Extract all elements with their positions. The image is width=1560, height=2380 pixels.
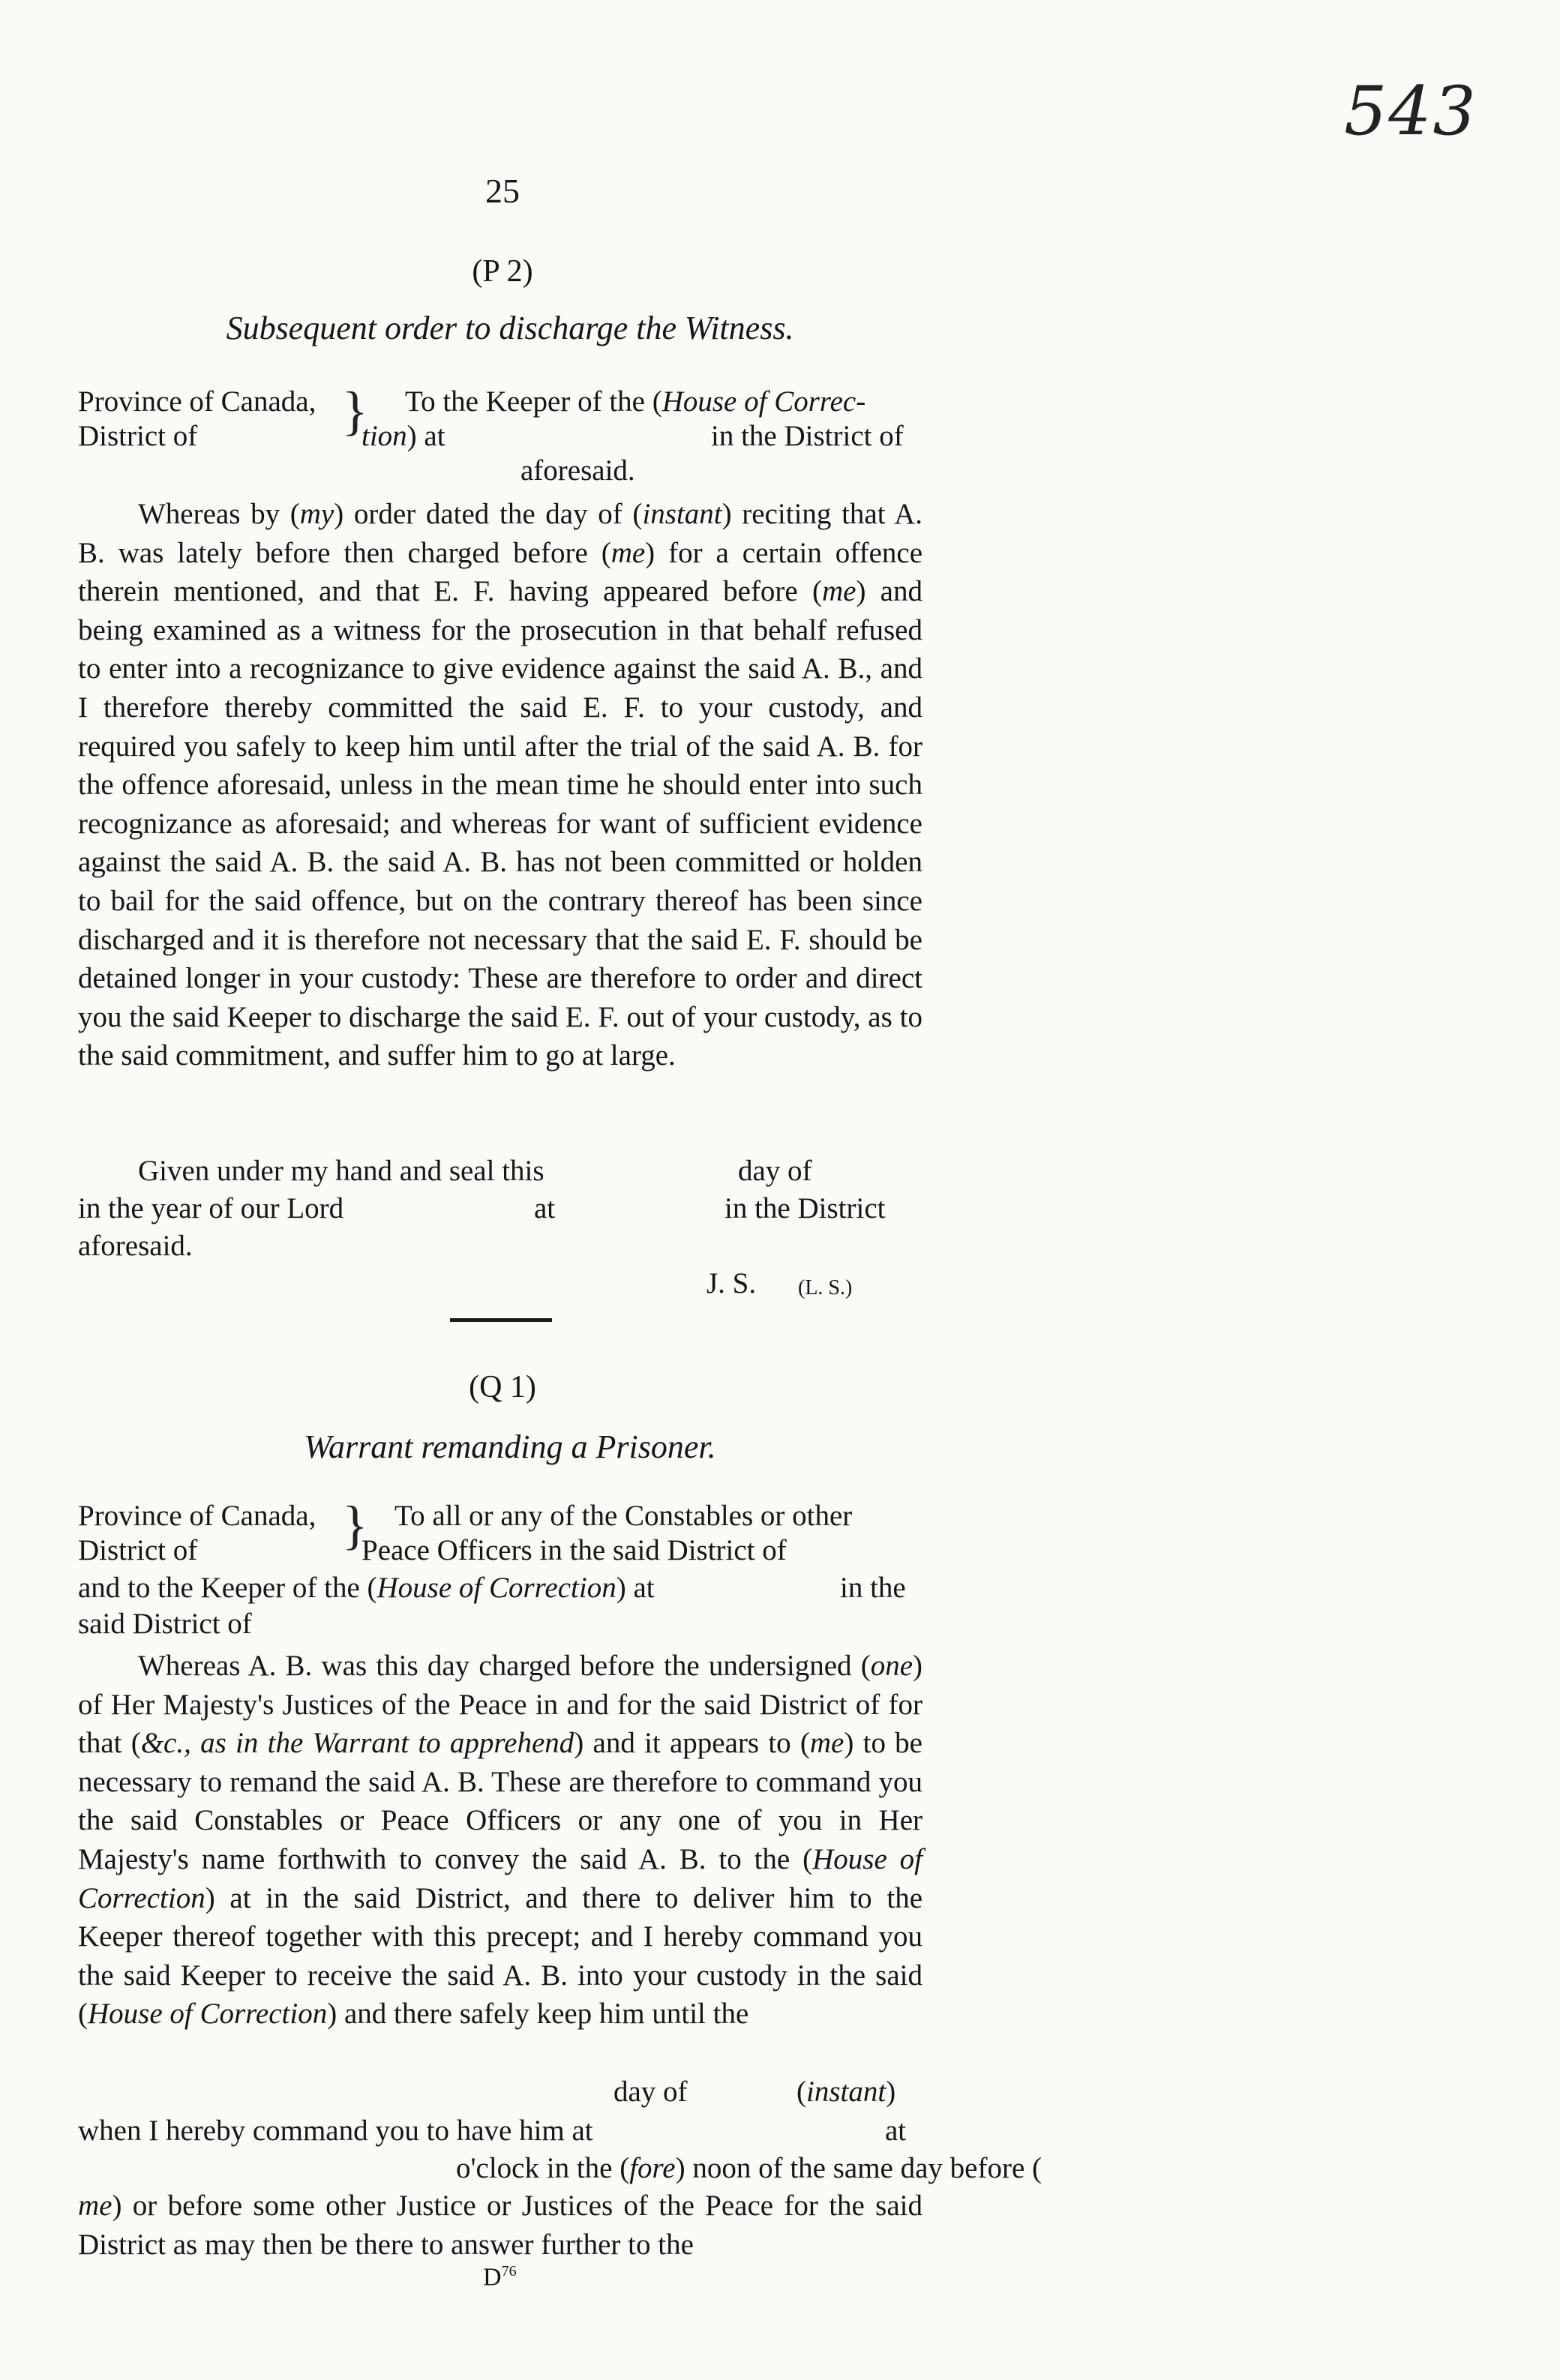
q1-day-of: day of [614,2076,688,2108]
p2-header-to-keeper: To the Keeper of the (House of Correc- [405,385,866,418]
p2-given-year: in the year of our Lord [78,1192,344,1224]
p2-header-tion-at: tion) at [362,420,446,452]
q1-keeper-in-the: in the [840,1572,906,1604]
p2-given-day-of: day of [738,1155,812,1187]
q1-body-paragraph: Whereas A. B. was this day charged before the undersigned (one) of Her Majesty's Justices of the Peace in and for the said District of for that (&c., as in the Warrant to apprehend) and it appears to (me) to be necessary to remand the said A. B. These are therefore to command you the said Constables or Peace Officers or any one of you in Her Majesty's name forthwith to convey the said A. B. to the (House of Correction) at in the said District, and there to deliver him to the Keeper thereof together with this precept; and I hereby command you the said Keeper to receive the said A. B. into your custody in the said (House of Correction) and there safely keep him until the [78,1650,922,2031]
p2-signature-initials: J. S. [706,1267,757,1299]
form-title-q1: Warrant remanding a Prisoner. [304,1428,716,1465]
p2-given-in-district: in the District [724,1192,886,1224]
form-ref-q1: (Q 1) [469,1370,536,1404]
q1-closing-text: me) or before some other Justice or Justices of the Peace for the said District as may then be there to answer further to the [78,2190,922,2261]
q1-instant: (instant) [796,2076,896,2108]
q1-oclock: o'clock in the (fore) noon of the same day before ( [456,2152,1042,2184]
q1-header-constables: To all or any of the Constables or other [394,1500,853,1532]
p2-header-in-district: in the District of [711,420,904,452]
p2-seal: (L. S.) [798,1276,853,1299]
signature-mark: $D^{76}$ [483,2263,517,2292]
p2-body-paragraph: Whereas by (my) order dated the day of (instant) reciting that A. B. was lately before then charged before (me) for a certain offence therein mentioned, and that E. F. having appeared before (me) and being examined as a witness for the prosecution in that behalf refused to enter into a recognizance to give evidence against the said A. B., and I therefore thereby committed the said E. F. to your custody, and required you safely to keep him until after the trial of the said A. B. for the offence aforesaid, unless in the mean time he should enter into such recognizance as aforesaid; and whereas for want of sufficient evidence against the said A. B. the said A. B. has not been committed or holden to bail for the said offence, but on the contrary thereof has been since discharged and it is therefore not necessary that the said E. F. should be detained longer in your custody: These are therefore to order and direct you the said Keeper to discharge the said E. F. out of your custody, as to the said commitment, and suffer him to go at large. [78,498,923,1072]
q1-header-district: District of [78,1534,198,1566]
p2-given-aforesaid: aforesaid. [78,1230,193,1262]
q1-at: at [885,2115,907,2147]
page-number: 25 [485,172,520,210]
p2-header-aforesaid: aforesaid. [520,454,635,487]
p2-header-brace: } [342,381,368,441]
p2-given-under: Given under my hand and seal this [138,1155,544,1187]
q1-keeper-district: said District of [78,1608,252,1640]
p2-header-province: Province of Canada, [78,385,316,418]
section-divider [450,1318,552,1322]
p2-header-district: District of [78,420,198,452]
handwritten-page-number: 543 [1344,72,1478,151]
q1-header-peace-officers: Peace Officers in the said District of [362,1534,787,1566]
q1-header-province: Province of Canada, [78,1500,316,1532]
q1-keeper-line: and to the Keeper of the (House of Correction) at [78,1572,655,1604]
form-ref-p2: (P 2) [472,254,533,289]
p2-given-at: at [534,1192,556,1224]
form-title-p2: Subsequent order to discharge the Witness. [226,310,794,346]
q1-header-brace: } [342,1495,368,1555]
q1-command-have-him: when I hereby command you to have him at [78,2115,593,2147]
